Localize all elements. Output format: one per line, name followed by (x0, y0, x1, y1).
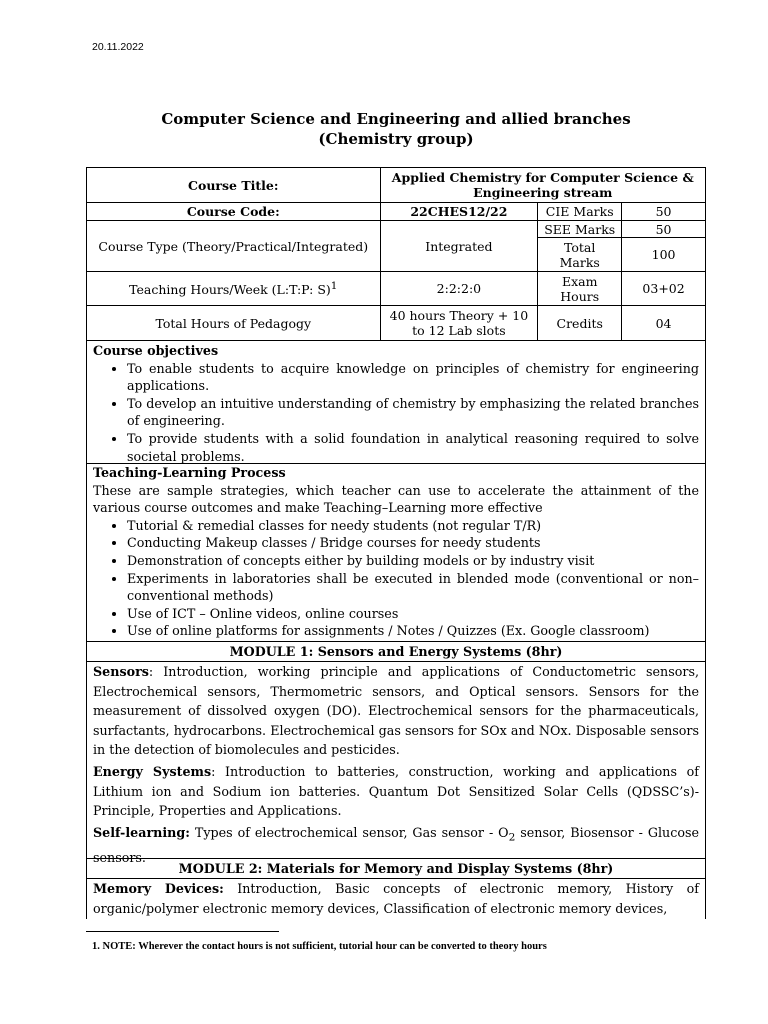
total-marks-value: 100 (622, 238, 706, 272)
total-marks-label: Total Marks (538, 238, 622, 272)
teaching-learning-list (93, 517, 699, 640)
page-subtitle: (Chemistry group) (318, 130, 474, 148)
course-type-row (87, 221, 706, 238)
energy-paragraph (93, 762, 699, 821)
memory-text: Introduction, Basic concepts of electronic memory, History of organic/polymer electronic memory devices, Classification of electronic memory devices, (93, 881, 699, 916)
page-title: Computer Science and Engineering and allied branches (161, 110, 631, 128)
sensors-label: Sensors (93, 664, 149, 679)
oxygen-subscript: 2 (508, 831, 516, 844)
strategy-item: • Use of online platforms for assignments / Notes / Quizzes (Ex. Google classroom) (127, 622, 699, 640)
objective-item: • To provide students with a solid foundation in analytical reasoning required to solve societal problems. (127, 430, 699, 465)
course-code-row (87, 203, 706, 221)
course-code-label: Course Code: (87, 203, 381, 221)
memory-label: Memory Devices: (93, 881, 224, 896)
course-title-row (87, 168, 706, 203)
teaching-hours-label (87, 272, 381, 306)
strategy-item: • Tutorial & remedial classes for needy students (not regular T/R) (127, 517, 699, 535)
teaching-learning-intro: These are sample strategies, which teacher can use to accelerate the attainment of the various course outcomes and make Teaching–Learning more effective (93, 482, 699, 516)
strategy-item: • Demonstration of concepts either by building models or by industry visit (127, 552, 699, 570)
course-info-table (86, 167, 706, 341)
course-title-label: Course Title: (87, 168, 381, 203)
energy-text: : Introduction to batteries, construction, working and applications of Lithium ion and Sodium ion batteries. Quantum Dot Sensitized Solar Cells (QDSSC’s)-Principle, Properties and Applications. (93, 763, 699, 819)
teaching-learning-section (86, 464, 706, 642)
course-type-label: Course Type (Theory/Practical/Integrated) (87, 221, 381, 272)
sensors-text: : Introduction, working principle and applications of Conductometric sensors, Electrochemical sensors, Thermometric sensors, and Optical sensors. Sensors for the measurement of dissolved oxygen (DO). Electrochemical sensors for the pharmaceuticals, surfactants, hydrocarbons. Electrochemical gas sensors for SOx and NOx. Disposable sensors in the detection of biomolecules and pesticides. (93, 664, 699, 758)
course-type-value: Integrated (380, 221, 538, 272)
strategy-item: • Use of ICT – Online videos, online courses (127, 605, 699, 623)
credits-value: 04 (622, 306, 706, 341)
strategy-item: • Experiments in laboratories shall be executed in blended mode (conventional or non–conventional methods) (127, 570, 699, 605)
teaching-learning-heading: Teaching-Learning Process (93, 465, 286, 480)
cie-marks-value: 50 (622, 203, 706, 221)
course-title-value: Applied Chemistry for Computer Science & Engineering stream (380, 168, 705, 203)
objective-item: • To enable students to acquire knowledge on principles of chemistry for engineering applications. (127, 360, 699, 395)
teaching-hours-label-text: Teaching Hours/Week (L:T:P: S) (129, 282, 331, 298)
course-objectives-section (86, 341, 706, 464)
module-2-content (86, 879, 706, 919)
pedagogy-label: Total Hours of Pedagogy (87, 306, 381, 341)
objective-item: • To develop an intuitive understanding of chemistry by emphasizing the related branches of engineering. (127, 395, 699, 430)
footnote: 1. NOTE: Wherever the contact hours is not sufficient, tutorial hour can be converted to theory hours (92, 941, 547, 952)
module-1-heading: MODULE 1: Sensors and Energy Systems (8hr) (86, 642, 706, 662)
teaching-hours-row (87, 272, 706, 306)
energy-label: Energy Systems (93, 763, 212, 779)
sensors-paragraph (93, 662, 699, 760)
document-date: 20.11.2022 (92, 41, 144, 53)
self-learning-text-a: Types of electrochemical sensor, Gas sensor - O (189, 824, 509, 840)
self-learning-text-b: sensor, Biosensor - Glucose sensors. (93, 824, 699, 865)
teaching-hours-value: 2:2:2:0 (380, 272, 538, 306)
footnote-ref: 1 (330, 280, 338, 293)
course-code-value: 22CHES12/22 (380, 203, 538, 221)
cie-marks-label: CIE Marks (538, 203, 622, 221)
see-marks-value: 50 (622, 221, 706, 238)
pedagogy-row (87, 306, 706, 341)
module-1-content (86, 662, 706, 865)
pedagogy-value: 40 hours Theory + 10 to 12 Lab slots (380, 306, 538, 341)
course-objectives-heading: Course objectives (93, 343, 219, 358)
self-learning-label: Self-learning: (93, 824, 190, 840)
footnote-divider (86, 931, 279, 932)
memory-paragraph (93, 879, 699, 918)
strategy-item: • Conducting Makeup classes / Bridge courses for needy students (127, 534, 699, 552)
exam-hours-label: Exam Hours (538, 272, 622, 306)
module-2-heading: MODULE 2: Materials for Memory and Display Systems (8hr) (86, 859, 706, 879)
course-objectives-list (93, 360, 699, 466)
credits-label: Credits (538, 306, 622, 341)
exam-hours-value: 03+02 (622, 272, 706, 306)
see-marks-label: SEE Marks (538, 221, 622, 238)
